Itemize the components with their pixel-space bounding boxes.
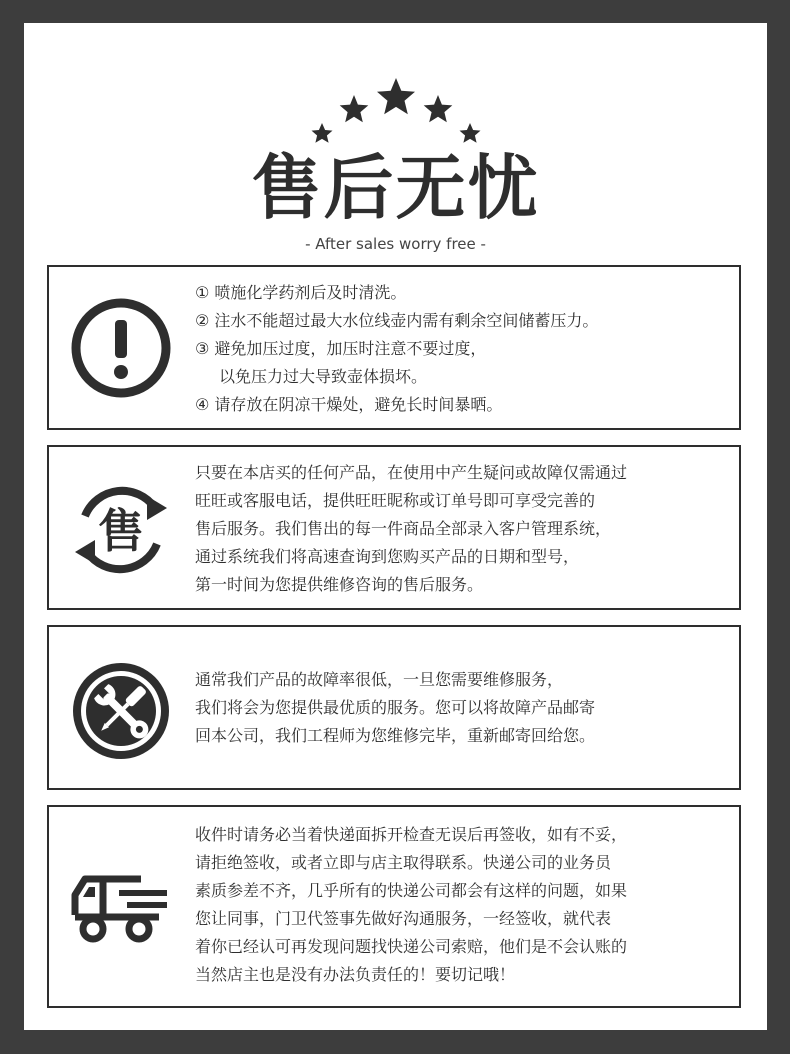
notice-line: ④ 请存放在阴凉干燥处，避免长时间暴晒。 xyxy=(195,395,503,414)
wrench-screwdriver-icon xyxy=(69,659,173,763)
notice-card xyxy=(47,265,741,430)
repair-line: 回本公司，我们工程师为您维修完毕，重新邮寄回给您。 xyxy=(195,726,596,745)
service-line: 通过系统我们将高速查询到您购买产品的日期和型号， xyxy=(195,547,580,566)
service-card xyxy=(47,445,741,610)
delivery-line: 着你已经认可再发现问题找快递公司索赔，他们是不会认账的 xyxy=(195,937,628,956)
delivery-line: 请拒绝签收，或者立即与店主取得联系。快递公司的业务员 xyxy=(195,853,612,872)
delivery-card xyxy=(47,805,741,1008)
star-icon xyxy=(312,123,333,143)
page-panel xyxy=(24,23,767,1030)
notice-line: ③ 避免加压过度，加压时注意不要过度， xyxy=(195,339,487,358)
star-icon xyxy=(424,95,453,122)
repair-card xyxy=(47,625,741,790)
notice-line: ② 注水不能超过最大水位线壶内需有剩余空间储蓄压力。 xyxy=(195,311,599,330)
stars-icon xyxy=(24,73,767,143)
service-line: 第一时间为您提供维修咨询的售后服务。 xyxy=(195,575,484,594)
notice-line: ① 喷施化学药剂后及时清洗。 xyxy=(195,283,407,302)
sale-char: 售 xyxy=(98,504,144,558)
star-icon xyxy=(377,78,415,114)
star-icon xyxy=(340,95,369,122)
delivery-line: 您让同事，门卫代签事先做好沟通服务，一经签收，就代表 xyxy=(195,909,612,928)
repair-text xyxy=(195,666,731,750)
delivery-line: 当然店主也是没有办法负责任的！要切记哦！ xyxy=(195,965,516,984)
exclamation-circle-icon xyxy=(69,296,173,400)
delivery-text xyxy=(195,821,731,989)
star-icon xyxy=(460,123,481,143)
page-subtitle: - After sales worry free - xyxy=(305,235,486,253)
repair-line: 通常我们产品的故障率很低，一旦您需要维修服务， xyxy=(195,670,564,689)
delivery-truck-icon xyxy=(69,855,173,959)
repair-line: 我们将会为您提供最优质的服务。您可以将故障产品邮寄 xyxy=(195,698,596,717)
service-line: 旺旺或客服电话，提供旺旺昵称或订单号即可享受完善的 xyxy=(195,491,596,510)
notice-text xyxy=(195,279,731,419)
service-line: 售后服务。我们售出的每一件商品全部录入客户管理系统， xyxy=(195,519,612,538)
service-text xyxy=(195,459,731,599)
service-line: 只要在本店买的任何产品，在使用中产生疑问或故障仅需通过 xyxy=(195,463,628,482)
notice-line: 以免压力过大导致壶体损坏。 xyxy=(219,367,428,386)
delivery-line: 收件时请务必当着快递面拆开检查无误后再签收，如有不妥， xyxy=(195,825,628,844)
delivery-line: 素质参差不齐，几乎所有的快递公司都会有这样的问题，如果 xyxy=(195,881,628,900)
sale-cycle-icon xyxy=(69,478,173,582)
page-title: 售后无忧 xyxy=(251,147,540,229)
